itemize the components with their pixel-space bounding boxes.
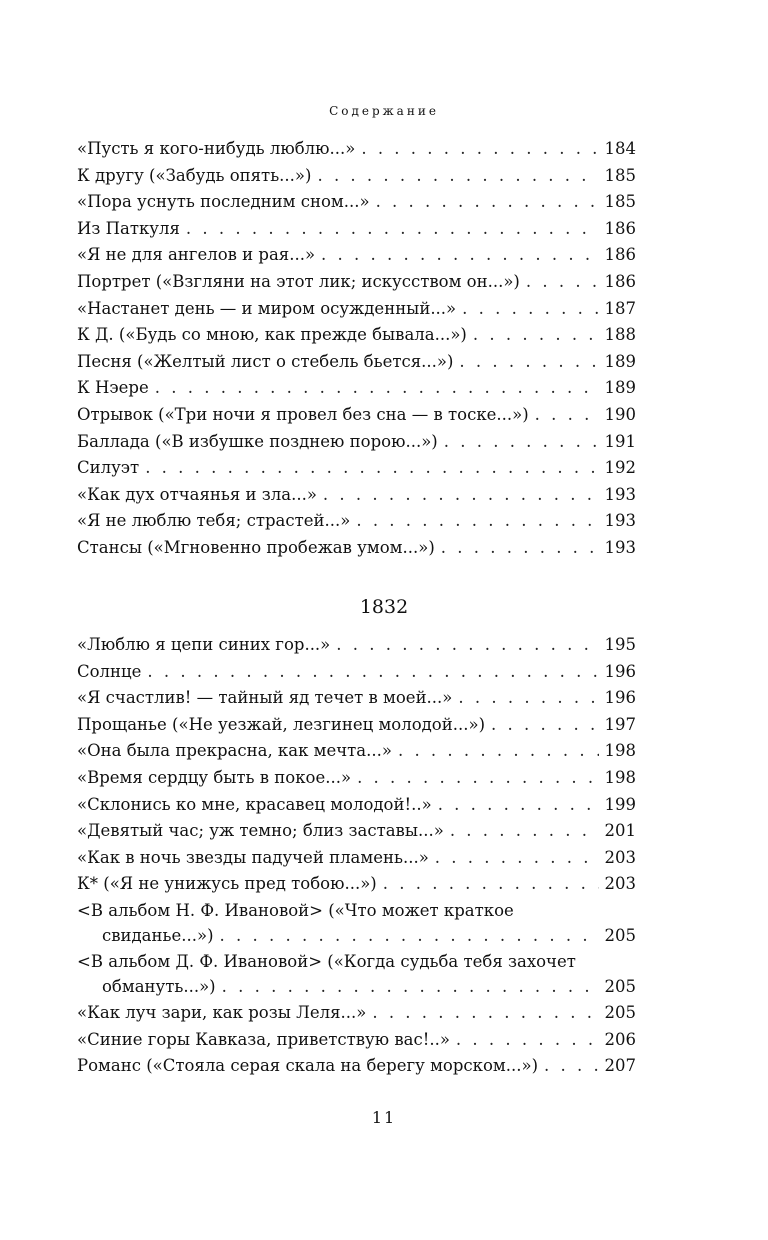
entry-title: «Настанет день — и миром осужденный...» <box>77 298 457 318</box>
toc-entry[interactable] <box>77 765 636 792</box>
toc-entry[interactable] <box>77 322 636 349</box>
toc-entry[interactable] <box>77 792 636 819</box>
toc-entry[interactable] <box>77 845 636 872</box>
entry-page: 203 <box>604 847 636 867</box>
toc-entry[interactable] <box>77 349 636 376</box>
entry-title: «Я не люблю тебя; страстей...» <box>77 511 351 531</box>
entry-page: 190 <box>604 404 636 424</box>
toc-entry[interactable] <box>77 455 636 482</box>
entry-title: К Нэере <box>77 378 149 398</box>
entry-title: «Как в ночь звезды падучей пламень...» <box>77 847 429 867</box>
dot-leader <box>456 1027 599 1054</box>
dot-leader <box>220 923 599 949</box>
entry-page: 191 <box>604 431 636 451</box>
toc-section-1 <box>77 136 636 562</box>
dot-leader <box>535 402 599 429</box>
toc-entry[interactable] <box>77 163 636 190</box>
dot-leader <box>321 242 598 269</box>
entry-page: 193 <box>604 484 636 504</box>
page-number: 11 <box>371 1108 397 1127</box>
entry-title: <В альбом Н. Ф. Ивановой> («Что может краткое <box>77 900 514 920</box>
entry-page: 206 <box>604 1029 636 1049</box>
entry-page: 196 <box>604 661 636 681</box>
entry-page: 205 <box>604 976 636 996</box>
entry-title: Песня («Желтый лист о стебель бьется...») <box>77 351 454 371</box>
entry-title: <В альбом Д. Ф. Ивановой> («Когда судьба тебя захочет <box>77 951 576 971</box>
entry-title: Романс («Стояла серая скала на берегу морском...») <box>77 1056 539 1076</box>
entry-page: 185 <box>604 165 636 185</box>
entry-title: «Девятый час; уж темно; близ заставы...» <box>77 821 444 841</box>
dot-leader <box>155 375 599 402</box>
entry-page: 189 <box>604 351 636 371</box>
dot-leader <box>398 738 599 765</box>
dot-leader <box>438 792 599 819</box>
entry-title: Отрывок («Три ночи я провел без сна — в тоске...») <box>77 404 529 424</box>
entry-title: «Синие горы Кавказа, приветствую вас!..» <box>77 1029 450 1049</box>
dot-leader <box>473 322 599 349</box>
toc-entry[interactable] <box>77 659 636 686</box>
entry-title: «Склонись ко мне, красавец молодой!..» <box>77 794 432 814</box>
dot-leader <box>222 974 599 1000</box>
entry-page: 189 <box>604 378 636 398</box>
entry-title: Портрет («Взгляни на этот лик; искусством он...») <box>77 271 520 291</box>
dot-leader <box>462 296 598 323</box>
toc-entry[interactable] <box>77 818 636 845</box>
toc-entry[interactable] <box>77 216 636 243</box>
toc-entry[interactable] <box>77 375 636 402</box>
entry-page: 186 <box>604 245 636 265</box>
entry-page: 186 <box>604 218 636 238</box>
entry-page: 207 <box>604 1056 636 1076</box>
entry-continuation <box>77 974 636 1000</box>
entry-title: К* («Я не унижусь пред тобою...») <box>77 874 377 894</box>
entry-title: К другу («Забудь опять...») <box>77 165 312 185</box>
entry-title: Из Паткуля <box>77 218 180 238</box>
toc-entry[interactable] <box>77 508 636 535</box>
entry-page: 201 <box>604 821 636 841</box>
toc-entry[interactable] <box>77 712 636 739</box>
toc-section-2 <box>77 632 636 1080</box>
entry-page: 198 <box>604 767 636 787</box>
entry-page: 188 <box>604 325 636 345</box>
toc-entry[interactable] <box>77 949 636 1000</box>
entry-title: «Как луч зари, как розы Леля...» <box>77 1002 367 1022</box>
toc-entry[interactable] <box>77 1053 636 1080</box>
entry-page: 185 <box>604 192 636 212</box>
dot-leader <box>526 269 599 296</box>
entry-page: 186 <box>604 271 636 291</box>
dot-leader <box>361 136 598 163</box>
entry-page: 196 <box>604 688 636 708</box>
entry-title: «Люблю я цепи синих гор...» <box>77 635 331 654</box>
entry-page: 193 <box>604 511 636 531</box>
entry-title: «Пусть я кого-нибудь люблю...» <box>77 139 356 158</box>
toc-entry[interactable] <box>77 429 636 456</box>
dot-leader <box>458 685 598 712</box>
entry-page: 205 <box>604 925 636 945</box>
dot-leader <box>544 1053 598 1080</box>
entry-page: 203 <box>604 874 636 894</box>
toc-entry[interactable] <box>77 296 636 323</box>
toc-entry[interactable] <box>77 1000 636 1027</box>
entry-title: Солнце <box>77 661 142 681</box>
entry-title: «Пора уснуть последним сном...» <box>77 192 370 212</box>
toc-entry[interactable] <box>77 685 636 712</box>
dot-leader <box>450 818 599 845</box>
entry-title: «Она была прекрасна, как мечта...» <box>77 741 392 761</box>
toc-entry[interactable] <box>77 738 636 765</box>
toc-entry[interactable] <box>77 632 636 659</box>
entry-page: 199 <box>604 794 636 814</box>
entry-title: «Я не для ангелов и рая...» <box>77 245 316 265</box>
entry-page: 187 <box>604 298 636 318</box>
dot-leader <box>186 216 599 243</box>
toc-entry[interactable] <box>77 136 636 163</box>
dot-leader <box>459 349 598 376</box>
toc-entry[interactable] <box>77 189 636 216</box>
entry-title: «Время сердцу быть в покое...» <box>77 767 352 787</box>
entry-title-continued: обмануть...») <box>102 976 216 996</box>
entry-page: 205 <box>604 1002 636 1022</box>
dot-leader <box>441 535 599 562</box>
toc-entry[interactable] <box>77 535 636 562</box>
dot-leader <box>336 632 598 659</box>
entry-page: 197 <box>604 714 636 734</box>
toc-entry[interactable] <box>77 871 636 898</box>
entry-title: Силуэт <box>77 458 140 478</box>
entry-page: 184 <box>604 139 636 158</box>
toc-entry[interactable] <box>77 269 636 296</box>
entry-title: Прощанье («Не уезжай, лезгинец молодой...») <box>77 714 486 734</box>
entry-page: 195 <box>604 635 636 654</box>
entry-continuation <box>77 923 636 949</box>
toc-entry[interactable] <box>77 482 636 509</box>
entry-title: Баллада («В избушке позднею порою...») <box>77 431 438 451</box>
dot-leader <box>383 871 599 898</box>
entry-title: «Я счастлив! — тайный яд течет в моей...» <box>77 688 453 708</box>
dot-leader <box>491 712 598 739</box>
dot-leader <box>145 455 598 482</box>
toc-entry[interactable] <box>77 1027 636 1054</box>
toc-entry[interactable] <box>77 242 636 269</box>
entry-title: Стансы («Мгновенно пробежав умом...») <box>77 537 435 557</box>
dot-leader <box>435 845 599 872</box>
toc-entry[interactable] <box>77 402 636 429</box>
entry-title: К Д. («Будь со мною, как прежде бывала...») <box>77 325 467 345</box>
entry-title: «Как дух отчаянья и зла...» <box>77 484 317 504</box>
dot-leader <box>356 508 598 535</box>
dot-leader <box>444 429 599 456</box>
entry-title-continued: свиданье...») <box>102 925 214 945</box>
running-header: Содержание <box>329 104 439 118</box>
entry-page: 192 <box>604 458 636 478</box>
year-heading: 1832 <box>359 596 409 618</box>
dot-leader <box>147 659 598 686</box>
dot-leader <box>357 765 598 792</box>
entry-page: 193 <box>604 537 636 557</box>
dot-leader <box>323 482 599 509</box>
dot-leader <box>317 163 598 190</box>
entry-page: 198 <box>604 741 636 761</box>
dot-leader <box>376 189 599 216</box>
toc-entry[interactable] <box>77 898 636 949</box>
dot-leader <box>372 1000 598 1027</box>
